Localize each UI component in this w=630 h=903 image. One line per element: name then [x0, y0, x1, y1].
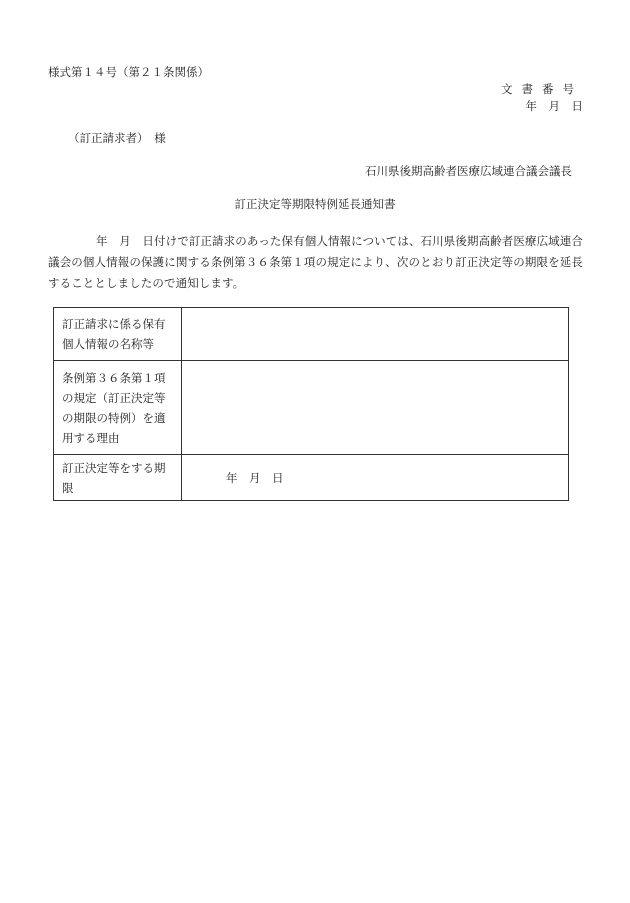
table-row [54, 308, 569, 361]
deadline-value: 年 月 日 [182, 455, 569, 501]
deadline-label: 訂正決定等をする期限 [54, 455, 182, 501]
notice-body: 年 月 日付けで訂正請求のあった保有個人情報については、石川県後期高齢者医療広域連合議会の個人情報の保護に関する条例第３６条第１項の規定により、次のとおり訂正決定等の期限を延長することとしましたので通知します。 [48, 234, 583, 290]
extension-reason-label: 条例第３６条第１項の規定（訂正決定等の期限の特例）を適用する理由 [54, 361, 182, 455]
record-name-label: 訂正請求に係る保有個人情報の名称等 [54, 308, 182, 361]
notice-details-table [53, 307, 569, 501]
form-number: 様式第１４号（第２１条関係） [48, 65, 209, 79]
issuer-name: 石川県後期高齢者医療広域連合議会議長 [365, 164, 572, 178]
document-number-label: 文書番号 [501, 82, 583, 96]
record-name-value [182, 308, 569, 361]
document-title: 訂正決定等期限特例延長通知書 [234, 197, 396, 211]
document-date-label: 年 月 日 [525, 99, 583, 113]
table-row [54, 361, 569, 455]
extension-reason-value [182, 361, 569, 455]
addressee: （訂正請求者） 様 [68, 131, 166, 145]
table-row [54, 455, 569, 501]
